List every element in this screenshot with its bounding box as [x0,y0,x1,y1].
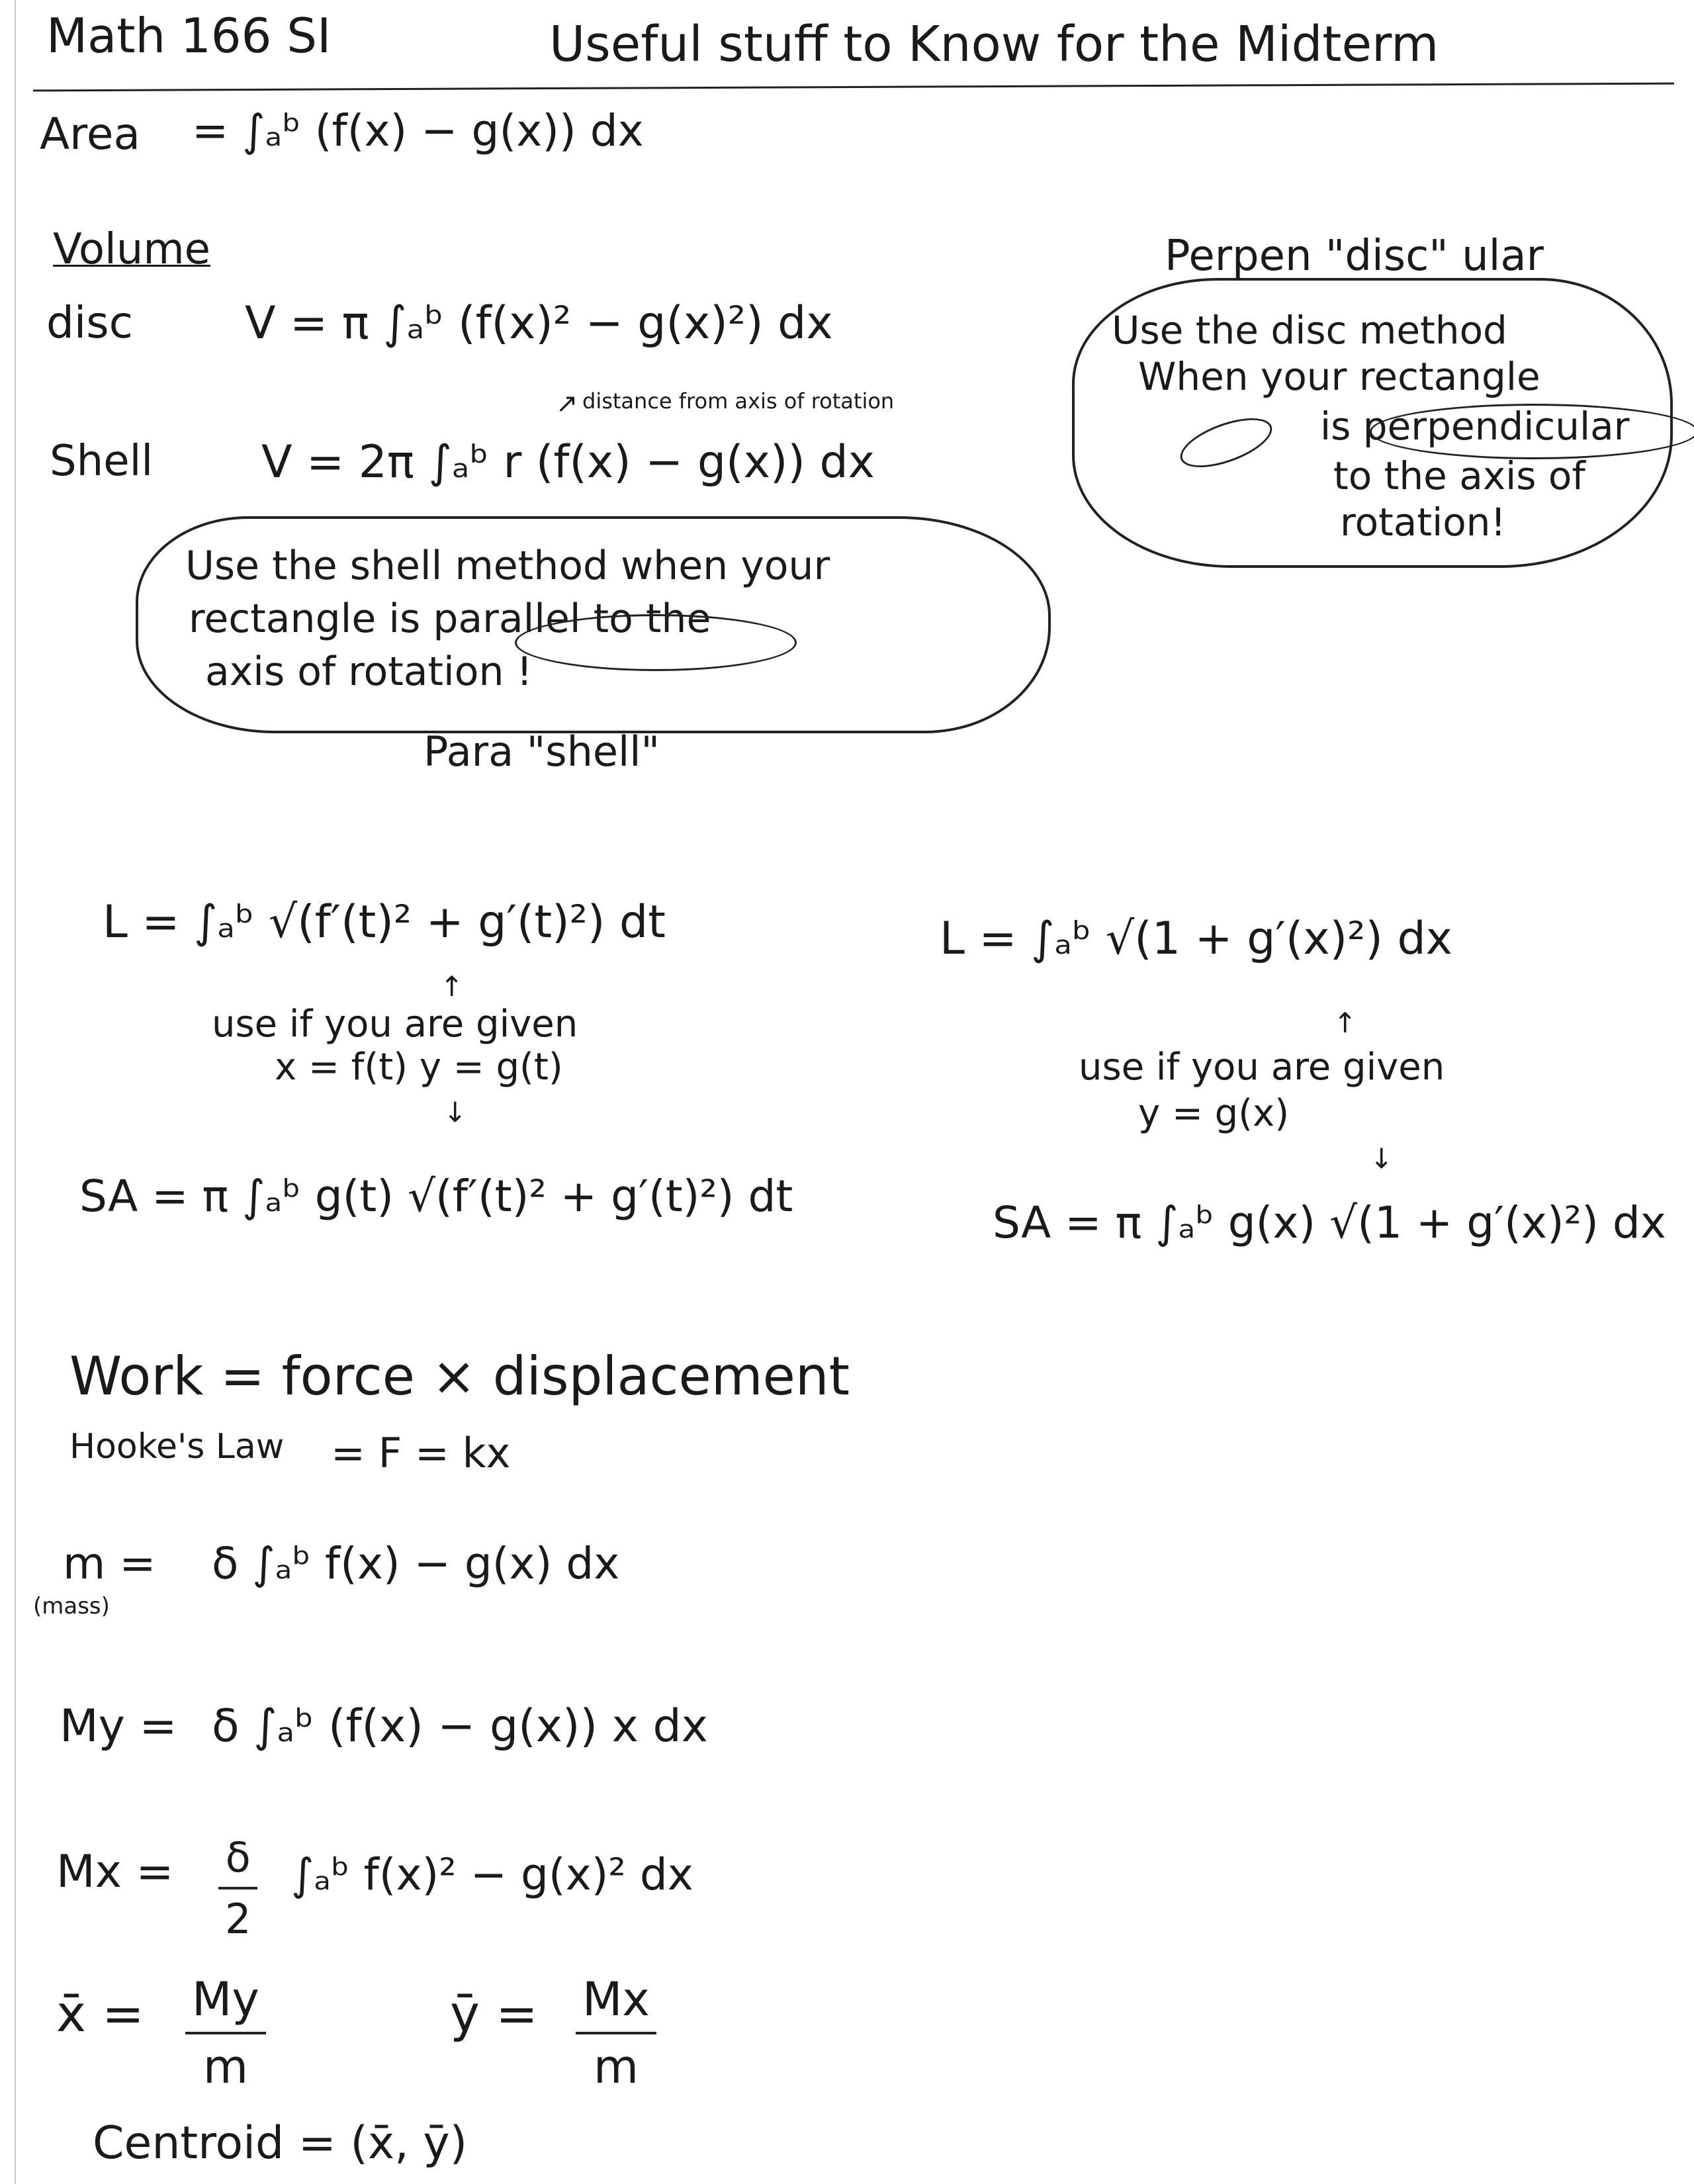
disc-note-line-5: rotation! [1340,500,1506,545]
disc-note-line-3: is perpendicular [1320,404,1630,449]
disc-mnemonic: Perpen "disc" ular [1165,232,1544,281]
perpendicular-highlight-circle [1370,404,1694,459]
fn-note-line-2: y = g(x) [1138,1092,1290,1135]
hooke-label: Hooke's Law [69,1427,285,1467]
mass-label: m = [63,1538,156,1589]
disc-note-line-4: to the axis of [1333,453,1585,498]
fn-surface-area-formula: SA = π ∫ₐᵇ g(x) √(1 + g′(x)²) dx [993,1197,1666,1248]
mx-coefficient-den: 2 [225,1895,251,1943]
mx-coefficient-num: δ [225,1833,251,1882]
xbar-num: My [192,1972,259,2026]
shell-note-line-1: Use the shell method when your [185,543,830,589]
volume-heading: Volume [53,225,211,274]
xbar-den: m [202,2040,249,2094]
hooke-formula: = F = kx [331,1429,511,1477]
disc-formula: V = π ∫ₐᵇ (f(x)² − g(x)²) dx [245,297,833,349]
shell-r-note: distance from axis of rotation [582,388,895,414]
my-label: My = [60,1700,177,1752]
mx-coefficient [218,1833,257,1943]
xbar-bar [185,2032,266,2034]
disc-note-line-1: Use the disc method [1112,308,1507,353]
mx-label: Mx = [56,1846,174,1898]
shell-note-line-2: rectangle is parallel to the [189,596,711,642]
disc-label: disc [46,297,133,348]
fn-arc-length-formula: L = ∫ₐᵇ √(1 + g′(x)²) dx [940,913,1452,965]
parallel-highlight-circle [515,614,797,671]
work-formula: Work = force × displacement [69,1345,850,1407]
param-surface-area-formula: SA = π ∫ₐᵇ g(t) √(f′(t)² + g′(t)²) dt [79,1171,793,1222]
ybar-fraction [576,1972,656,2094]
shell-r-arrow-icon: ↗ [556,388,578,419]
page-title: Useful stuff to Know for the Midterm [549,16,1439,73]
shell-formula: V = 2π ∫ₐᵇ r (f(x) − g(x)) dx [261,436,875,488]
ybar-num: Mx [582,1972,650,2026]
ybar-den: m [593,2040,639,2094]
shell-note-line-3: axis of rotation ! [205,649,533,695]
area-label: Area [40,109,140,159]
fn-note-arrow-up-icon: ↑ [1333,1007,1357,1039]
mass-note: (mass) [33,1593,110,1619]
xbar-fraction [185,1972,266,2094]
xbar-label: x̄ = [56,1984,144,2043]
param-arc-length-formula: L = ∫ₐᵇ √(f′(t)² + g′(t)²) dt [103,896,666,948]
shell-label: Shell [50,437,154,486]
param-note-arrow-up-icon: ↑ [440,970,464,1003]
fn-note-line-1: use if you are given [1079,1046,1445,1089]
mass-formula: δ ∫ₐᵇ f(x) − g(x) dx [212,1538,620,1589]
fn-note-arrow-down-icon: ↓ [1370,1142,1394,1175]
disc-note-line-2: When your rectangle [1138,354,1540,399]
my-formula: δ ∫ₐᵇ (f(x) − g(x)) x dx [212,1700,708,1752]
param-note-line-2: x = f(t) y = g(t) [275,1046,563,1089]
area-formula: = ∫ₐᵇ (f(x) − g(x)) dx [192,105,644,156]
mx-formula: ∫ₐᵇ f(x)² − g(x)² dx [291,1849,693,1900]
param-note-line-1: use if you are given [212,1003,578,1046]
centroid-formula: Centroid = (x̄, ȳ) [93,2117,468,2169]
ybar-label: ȳ = [450,1984,538,2043]
course-title: Math 166 SI [46,8,332,64]
shell-mnemonic: Para "shell" [424,727,660,776]
page-margin-line [15,0,16,2184]
mx-coefficient-bar [218,1887,257,1889]
param-note-arrow-down-icon: ↓ [443,1096,467,1128]
header-rule [33,83,1674,92]
ybar-bar [576,2032,656,2034]
